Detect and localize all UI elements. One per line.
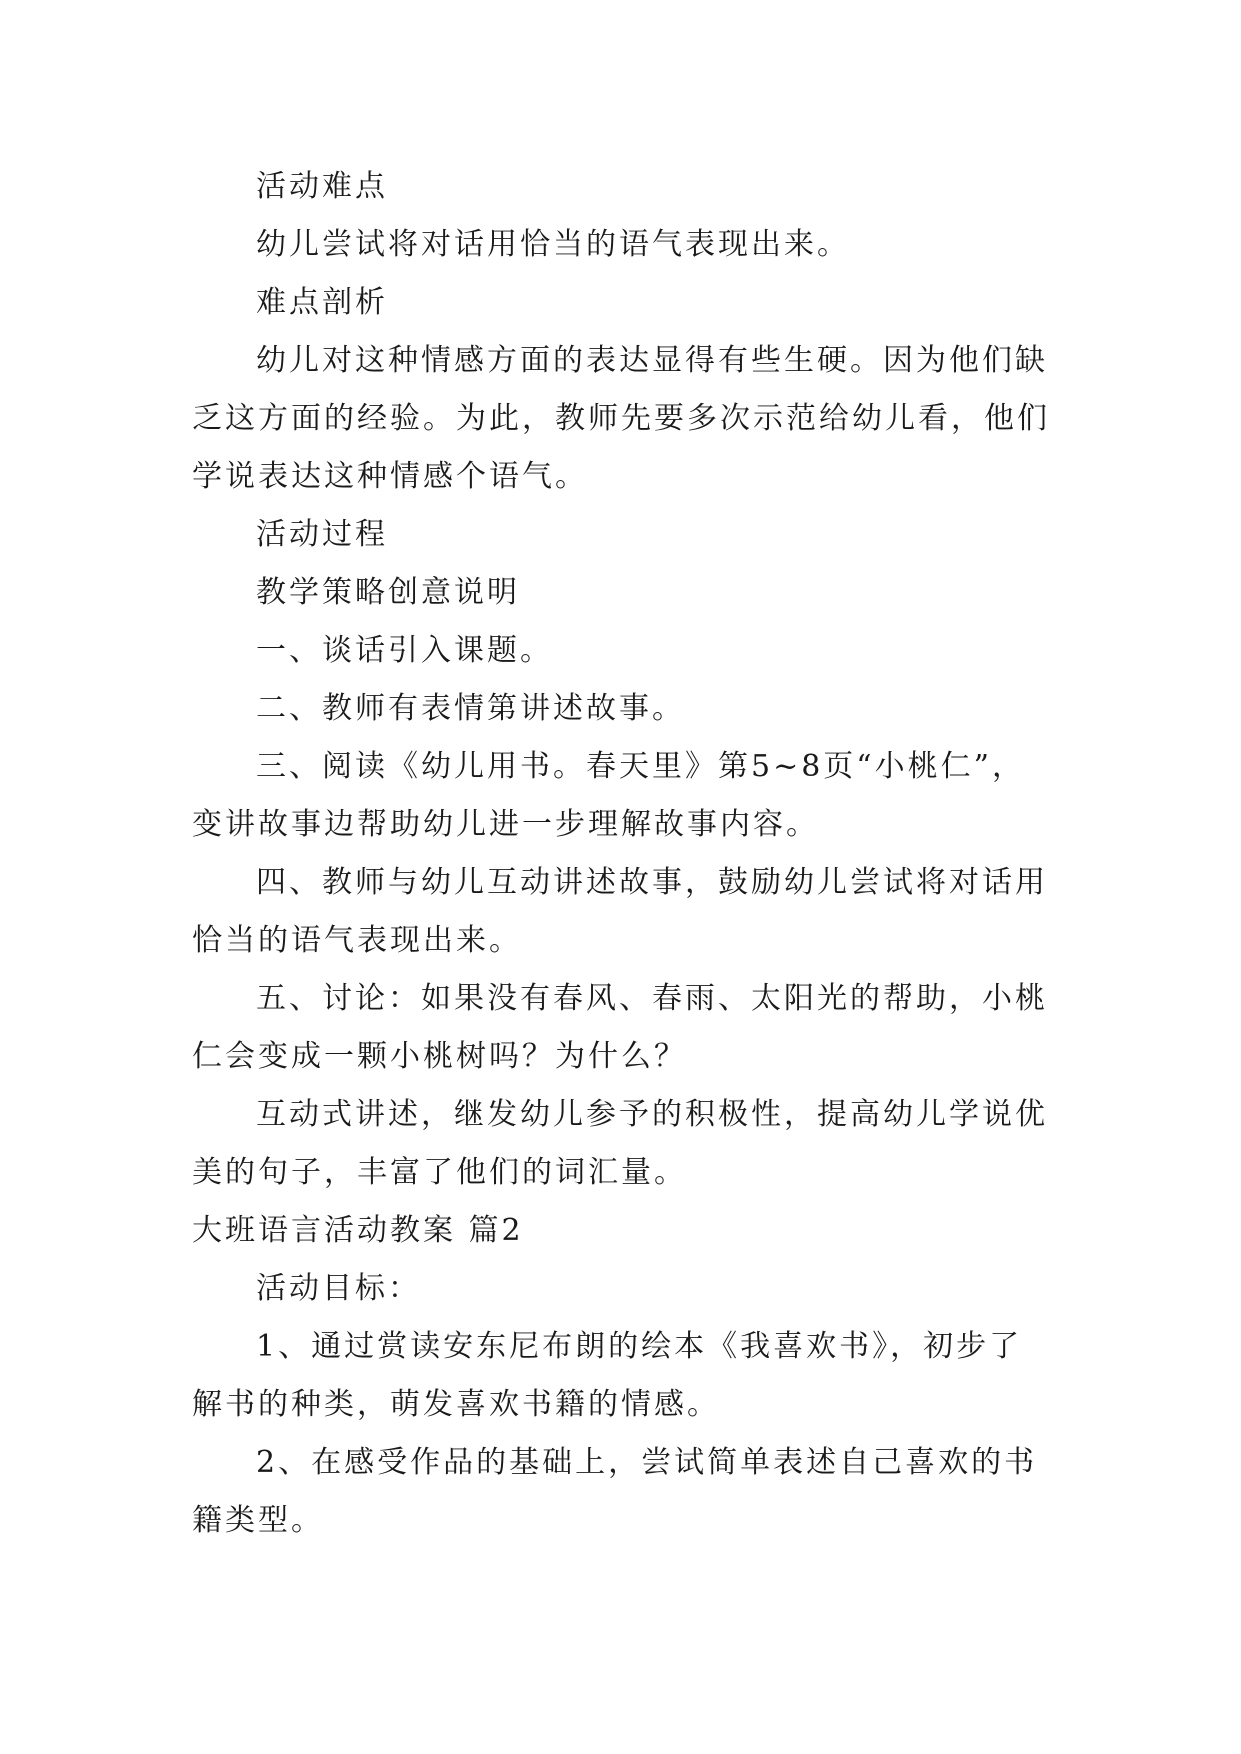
paragraph: 2、在感受作品的基础上，尝试简单表述自己喜欢的书籍类型。 bbox=[192, 1445, 1038, 1538]
paragraph: 幼儿尝试将对话用恰当的语气表现出来。 bbox=[256, 227, 850, 262]
document-body bbox=[192, 158, 1052, 1550]
paragraph: 二、教师有表情第讲述故事。 bbox=[256, 691, 685, 726]
paragraph: 难点剖析 bbox=[256, 285, 388, 320]
paragraph: 幼儿对这种情感方面的表达显得有些生硬。因为他们缺乏这方面的经验。为此，教师先要多次示范给幼儿看，他们学说表达这种情感个语气。 bbox=[192, 343, 1050, 494]
paragraph: 四、教师与幼儿互动讲述故事，鼓励幼儿尝试将对话用恰当的语气表现出来。 bbox=[192, 865, 1048, 958]
paragraph: 互动式讲述，继发幼儿参予的积极性，提高幼儿学说优美的句子，丰富了他们的词汇量。 bbox=[192, 1097, 1048, 1190]
paragraph: 三、阅读《幼儿用书。春天里》第5~8页“小桃仁”，变讲故事边帮助幼儿进一步理解故事内容。 bbox=[192, 749, 1025, 842]
paragraph: 活动目标： bbox=[256, 1271, 421, 1306]
section-heading: 大班语言活动教案 篇2 bbox=[192, 1213, 524, 1248]
paragraph: 活动难点 bbox=[256, 169, 388, 204]
paragraph: 教学策略创意说明 bbox=[256, 575, 520, 610]
paragraph: 一、谈话引入课题。 bbox=[256, 633, 553, 668]
paragraph: 1、通过赏读安东尼布朗的绘本《我喜欢书》，初步了解书的种类，萌发喜欢书籍的情感。 bbox=[192, 1329, 1023, 1422]
paragraph: 活动过程 bbox=[256, 517, 388, 552]
paragraph: 五、讨论：如果没有春风、春雨、太阳光的帮助，小桃仁会变成一颗小桃树吗？为什么？ bbox=[192, 981, 1048, 1074]
